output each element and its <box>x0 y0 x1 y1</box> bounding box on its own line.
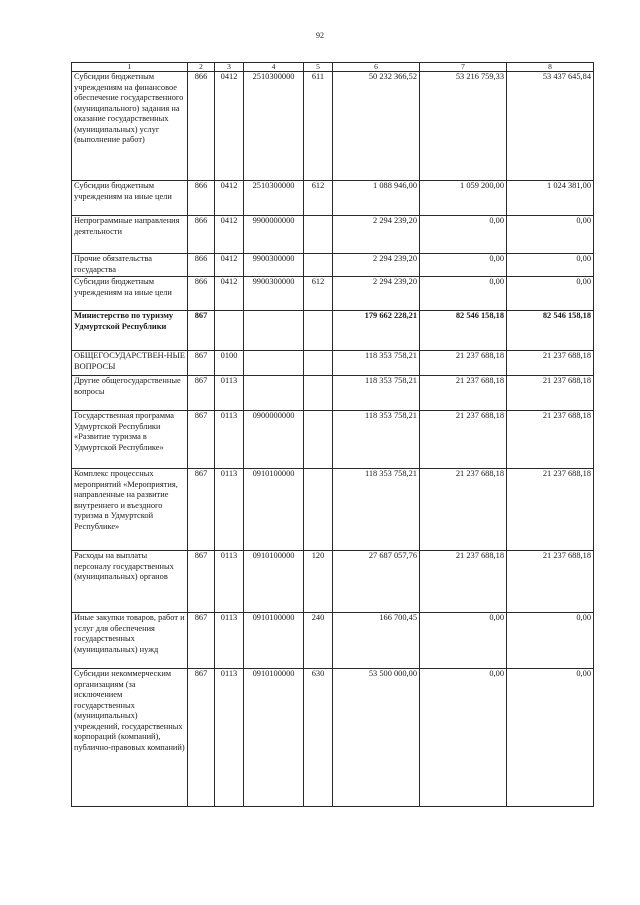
row-amount-year1: 118 353 758,21 <box>333 411 420 469</box>
row-section-code: 0113 <box>215 411 244 469</box>
header-cell-1: 1 <box>72 63 188 72</box>
row-amount-year3: 82 546 158,18 <box>507 311 594 351</box>
header-cell-8: 8 <box>507 63 594 72</box>
row-target-code <box>244 351 304 376</box>
row-ved-code: 867 <box>188 411 215 469</box>
row-amount-year3: 0,00 <box>507 216 594 254</box>
row-amount-year1: 50 232 366,52 <box>333 72 420 181</box>
row-expense-type: 120 <box>304 551 333 613</box>
table-row <box>72 411 594 469</box>
row-name: Прочие обязательства государства <box>72 254 188 277</box>
row-amount-year3: 0,00 <box>507 669 594 807</box>
row-amount-year2: 0,00 <box>420 216 507 254</box>
row-expense-type: 611 <box>304 72 333 181</box>
row-name: Субсидии бюджетным учреждениям на иные цели <box>72 181 188 216</box>
row-amount-year2: 21 237 688,18 <box>420 551 507 613</box>
row-amount-year1: 53 500 000,00 <box>333 669 420 807</box>
row-amount-year2: 82 546 158,18 <box>420 311 507 351</box>
row-amount-year1: 118 353 758,21 <box>333 376 420 411</box>
row-amount-year3: 21 237 688,18 <box>507 469 594 551</box>
row-amount-year1: 1 088 946,00 <box>333 181 420 216</box>
row-amount-year2: 21 237 688,18 <box>420 411 507 469</box>
row-expense-type <box>304 311 333 351</box>
row-amount-year3: 0,00 <box>507 277 594 311</box>
row-amount-year2: 0,00 <box>420 277 507 311</box>
row-expense-type: 240 <box>304 613 333 669</box>
row-name: Субсидии некоммерческим организациям (за исключением государственных (муниципальных) учреждений, государственных корпораций (компаний), публично-правовых компаний) <box>72 669 188 807</box>
row-ved-code: 866 <box>188 181 215 216</box>
budget-table <box>71 62 594 807</box>
table-body <box>72 63 594 807</box>
row-amount-year1: 118 353 758,21 <box>333 469 420 551</box>
row-name: Министерство по туризму Удмуртской Республики <box>72 311 188 351</box>
row-section-code: 0113 <box>215 376 244 411</box>
row-section-code: 0412 <box>215 72 244 181</box>
row-amount-year1: 2 294 239,20 <box>333 277 420 311</box>
row-target-code: 0910100000 <box>244 551 304 613</box>
row-target-code: 0910100000 <box>244 469 304 551</box>
row-amount-year2: 53 216 759,33 <box>420 72 507 181</box>
row-amount-year2: 1 059 200,00 <box>420 181 507 216</box>
row-name: Расходы на выплаты персоналу государственных (муниципальных) органов <box>72 551 188 613</box>
row-section-code: 0412 <box>215 181 244 216</box>
row-section-code <box>215 311 244 351</box>
row-name: Другие общегосударственные вопросы <box>72 376 188 411</box>
row-ved-code: 866 <box>188 216 215 254</box>
row-target-code: 0900000000 <box>244 411 304 469</box>
table-row <box>72 351 594 376</box>
row-target-code <box>244 311 304 351</box>
row-expense-type: 630 <box>304 669 333 807</box>
table-row <box>72 216 594 254</box>
row-section-code: 0113 <box>215 613 244 669</box>
row-amount-year3: 21 237 688,18 <box>507 411 594 469</box>
table-row <box>72 254 594 277</box>
row-expense-type: 612 <box>304 181 333 216</box>
row-section-code: 0412 <box>215 254 244 277</box>
table-row <box>72 72 594 181</box>
row-ved-code: 867 <box>188 376 215 411</box>
row-section-code: 0412 <box>215 216 244 254</box>
row-target-code: 2510300000 <box>244 181 304 216</box>
row-expense-type <box>304 376 333 411</box>
page-number: 92 <box>316 31 324 40</box>
row-amount-year1: 166 700,45 <box>333 613 420 669</box>
header-cell-4: 4 <box>244 63 304 72</box>
row-ved-code: 867 <box>188 551 215 613</box>
row-name: Субсидии бюджетным учреждениям на иные цели <box>72 277 188 311</box>
row-name: Иные закупки товаров, работ и услуг для обеспечения государственных (муниципальных) нужд <box>72 613 188 669</box>
row-amount-year3: 21 237 688,18 <box>507 351 594 376</box>
row-section-code: 0113 <box>215 669 244 807</box>
row-expense-type <box>304 351 333 376</box>
table-row <box>72 181 594 216</box>
row-amount-year3: 1 024 381,00 <box>507 181 594 216</box>
row-expense-type <box>304 216 333 254</box>
row-target-code: 9900000000 <box>244 216 304 254</box>
header-cell-6: 6 <box>333 63 420 72</box>
table-row <box>72 669 594 807</box>
row-amount-year2: 21 237 688,18 <box>420 351 507 376</box>
row-ved-code: 866 <box>188 72 215 181</box>
row-target-code: 9900300000 <box>244 277 304 311</box>
row-amount-year3: 53 437 645,84 <box>507 72 594 181</box>
row-amount-year2: 21 237 688,18 <box>420 469 507 551</box>
row-target-code: 9900300000 <box>244 254 304 277</box>
row-ved-code: 866 <box>188 254 215 277</box>
header-cell-2: 2 <box>188 63 215 72</box>
header-cell-3: 3 <box>215 63 244 72</box>
row-amount-year1: 2 294 239,20 <box>333 216 420 254</box>
row-expense-type: 612 <box>304 277 333 311</box>
row-target-code: 2510300000 <box>244 72 304 181</box>
row-section-code: 0412 <box>215 277 244 311</box>
row-ved-code: 867 <box>188 469 215 551</box>
row-expense-type <box>304 411 333 469</box>
table-row <box>72 277 594 311</box>
header-cell-7: 7 <box>420 63 507 72</box>
row-target-code: 0910100000 <box>244 669 304 807</box>
row-target-code <box>244 376 304 411</box>
header-cell-5: 5 <box>304 63 333 72</box>
row-target-code: 0910100000 <box>244 613 304 669</box>
row-expense-type <box>304 254 333 277</box>
row-amount-year1: 27 687 057,76 <box>333 551 420 613</box>
row-name: Субсидии бюджетным учреждениям на финансовое обеспечение государственного (муниципального) задания на оказание государственных (муниципальных) услуг (выполнение работ) <box>72 72 188 181</box>
row-ved-code: 867 <box>188 351 215 376</box>
row-section-code: 0113 <box>215 469 244 551</box>
row-amount-year1: 179 662 228,21 <box>333 311 420 351</box>
row-amount-year1: 118 353 758,21 <box>333 351 420 376</box>
row-section-code: 0113 <box>215 551 244 613</box>
row-ved-code: 867 <box>188 669 215 807</box>
row-amount-year2: 0,00 <box>420 669 507 807</box>
row-amount-year2: 21 237 688,18 <box>420 376 507 411</box>
row-ved-code: 867 <box>188 311 215 351</box>
row-ved-code: 866 <box>188 277 215 311</box>
table-row <box>72 613 594 669</box>
row-amount-year3: 0,00 <box>507 254 594 277</box>
table-row <box>72 376 594 411</box>
row-amount-year3: 21 237 688,18 <box>507 376 594 411</box>
table-row <box>72 311 594 351</box>
row-name: Государственная программа Удмуртской Республики «Развитие туризма в Удмуртской Республике» <box>72 411 188 469</box>
row-amount-year2: 0,00 <box>420 254 507 277</box>
table-row <box>72 551 594 613</box>
header-row <box>72 63 594 72</box>
row-name: Непрограммные направления деятельности <box>72 216 188 254</box>
row-amount-year1: 2 294 239,20 <box>333 254 420 277</box>
row-ved-code: 867 <box>188 613 215 669</box>
row-section-code: 0100 <box>215 351 244 376</box>
row-amount-year3: 21 237 688,18 <box>507 551 594 613</box>
row-amount-year3: 0,00 <box>507 613 594 669</box>
row-expense-type <box>304 469 333 551</box>
row-name: ОБЩЕГОСУДАРСТВЕН-НЫЕ ВОПРОСЫ <box>72 351 188 376</box>
row-name: Комплекс процессных мероприятий «Мероприятия, направленные на развитие внутреннего и въездного туризма в Удмуртской Республике» <box>72 469 188 551</box>
table-row <box>72 469 594 551</box>
row-amount-year2: 0,00 <box>420 613 507 669</box>
